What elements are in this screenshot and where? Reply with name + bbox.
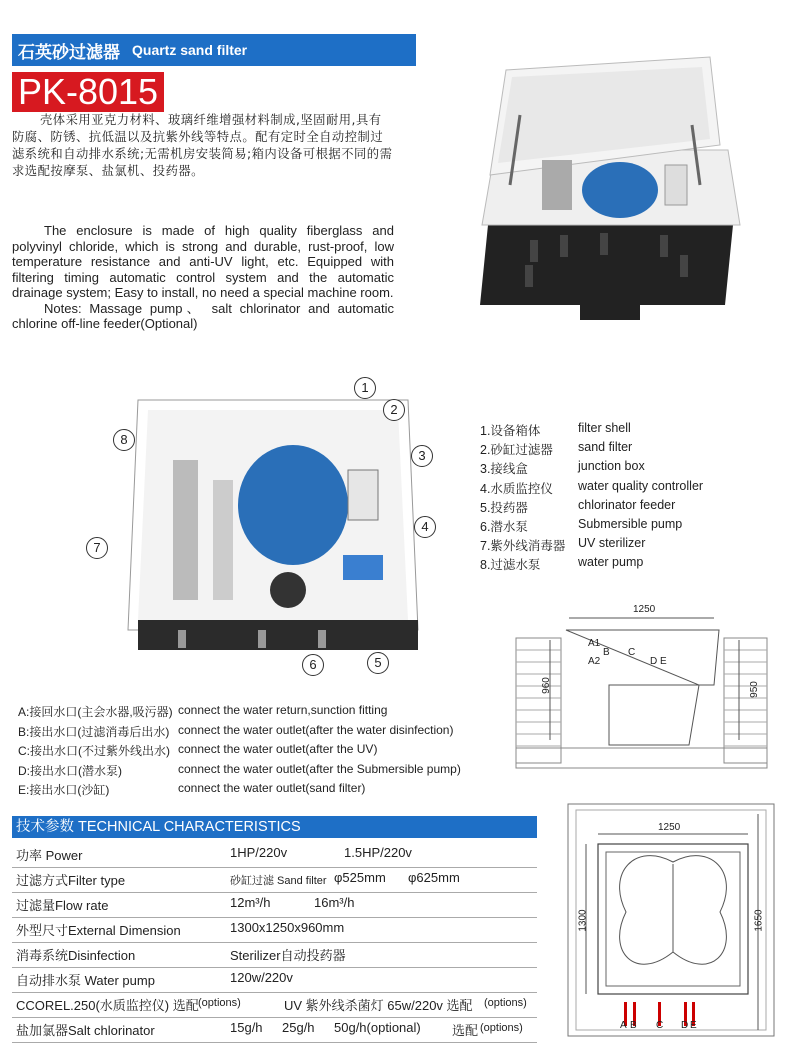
list-item: 5.投药器 chlorinator feeder (480, 497, 676, 515)
elevation-drawing (514, 600, 769, 770)
table-row: 过滤量Flow rate 12m³/h 16m³/h (12, 893, 537, 918)
plan-h2: 1650 (753, 909, 765, 932)
table-row: 过滤方式Filter type 砂缸过滤 Sand filter φ525mm φ625mm (12, 868, 537, 893)
table-row: CCOREL.250(水质监控仪) 选配 (options) UV 紫外线杀菌灯 65w/220v 选配 (options) (12, 993, 537, 1018)
plan-port-d: D (681, 1020, 689, 1031)
list-item: 2.砂缸过滤器 sand filter (480, 440, 633, 458)
port-de: D E (650, 656, 667, 667)
tech-header: 技术参数 TECHNICAL CHARACTERISTICS (12, 816, 537, 838)
plan-drawing (566, 802, 776, 1040)
elev-h1: 960 (540, 677, 552, 694)
callout-3: 3 (411, 445, 433, 467)
port-b: B (603, 647, 610, 658)
callout-5: 5 (367, 652, 389, 674)
elev-h2: 950 (748, 681, 760, 698)
plan-port-b: B (630, 1020, 637, 1031)
plan-port-e: E (690, 1020, 697, 1031)
port-c: C (628, 647, 636, 658)
title-cn: 石英砂过滤器 (18, 42, 120, 63)
description-cn: 壳体采用亚克力材料、玻璃纤维增强材料制成,坚固耐用,具有防腐、防锈、抗低温以及抗紫外线等特点。配有定时全自动控制过滤系统和自动排水系统;无需机房安装简易;箱内设备可根据不同的需求选配按摩泵、盐氯机、投药器。 (12, 113, 393, 178)
list-item: A:接回水口(主会水器,吸污器) connect the water return,sunction fitting (18, 703, 388, 719)
equipment-diagram (118, 380, 448, 670)
list-item: 1.设备箱体 filter shell (480, 421, 631, 438)
list-item: 6.潜水泵 Submersible pump (480, 516, 683, 534)
elev-width: 1250 (633, 604, 656, 615)
list-item: C:接出水口(不过紫外线出水) connect the water outlet(after the UV) (18, 742, 378, 758)
description-en-block (12, 223, 394, 332)
table-row: 自动排水泵 Water pump 120w/220v (12, 968, 537, 993)
list-item: E:接出水口(沙缸) connect the water outlet(sand filter) (18, 781, 366, 797)
plan-width: 1250 (658, 822, 681, 833)
section-header (12, 34, 416, 66)
list-item: 8.过滤水泵 water pump (480, 555, 644, 573)
plan-port-c: C (656, 1020, 664, 1031)
plan-port-a: A (620, 1020, 627, 1031)
table-row: 盐加氯器Salt chlorinator 15g/h 25g/h 50g/h(optional) 选配 (options) (12, 1018, 537, 1043)
notes-en: Notes: Massage pump、 salt chlorinator and automatic chlorine off-line feeder(Optional) (12, 300, 394, 331)
plan-h1: 1300 (577, 909, 589, 932)
description-en: The enclosure is made of high quality fiberglass and polyvinyl chloride, which is strong and durable, rust-proof, low temperature resistance and anti-UV light, etc. Equipped with filtering timing automatic control system and the automatic drainage system; Easy to install, no need a special machine room. (12, 223, 394, 300)
callout-8: 8 (113, 429, 135, 451)
list-item: 3.接线盒 junction box (480, 459, 645, 477)
model-badge: PK-8015 (12, 72, 164, 112)
callout-4: 4 (414, 516, 436, 538)
table-row: 功率 Power 1HP/220v 1.5HP/220v (12, 843, 537, 868)
callout-2: 2 (383, 399, 405, 421)
parts-list (480, 421, 750, 575)
product-photo (470, 55, 750, 325)
table-row: 外型尺寸External Dimension 1300x1250x960mm (12, 918, 537, 943)
list-item: D:接出水口(潜水泵) connect the water outlet(after the Submersible pump) (18, 761, 461, 778)
callout-1: 1 (354, 377, 376, 399)
table-row: 消毒系统Disinfection Sterilizer自动投药器 (12, 943, 537, 968)
port-a2: A2 (588, 656, 601, 667)
list-item: 4.水质监控仪 water quality controller (480, 478, 704, 496)
list-item: 7.紫外线消毒器 UV sterilizer (480, 536, 646, 554)
callout-6: 6 (302, 654, 324, 676)
list-item: B:接出水口(过滤消毒后出水) connect the water outlet(after the water disinfection) (18, 722, 454, 739)
port-a1: A1 (588, 638, 601, 649)
tech-table (12, 843, 537, 1043)
ports-list (18, 703, 508, 801)
title-en: Quartz sand filter (132, 42, 248, 58)
callout-7: 7 (86, 537, 108, 559)
